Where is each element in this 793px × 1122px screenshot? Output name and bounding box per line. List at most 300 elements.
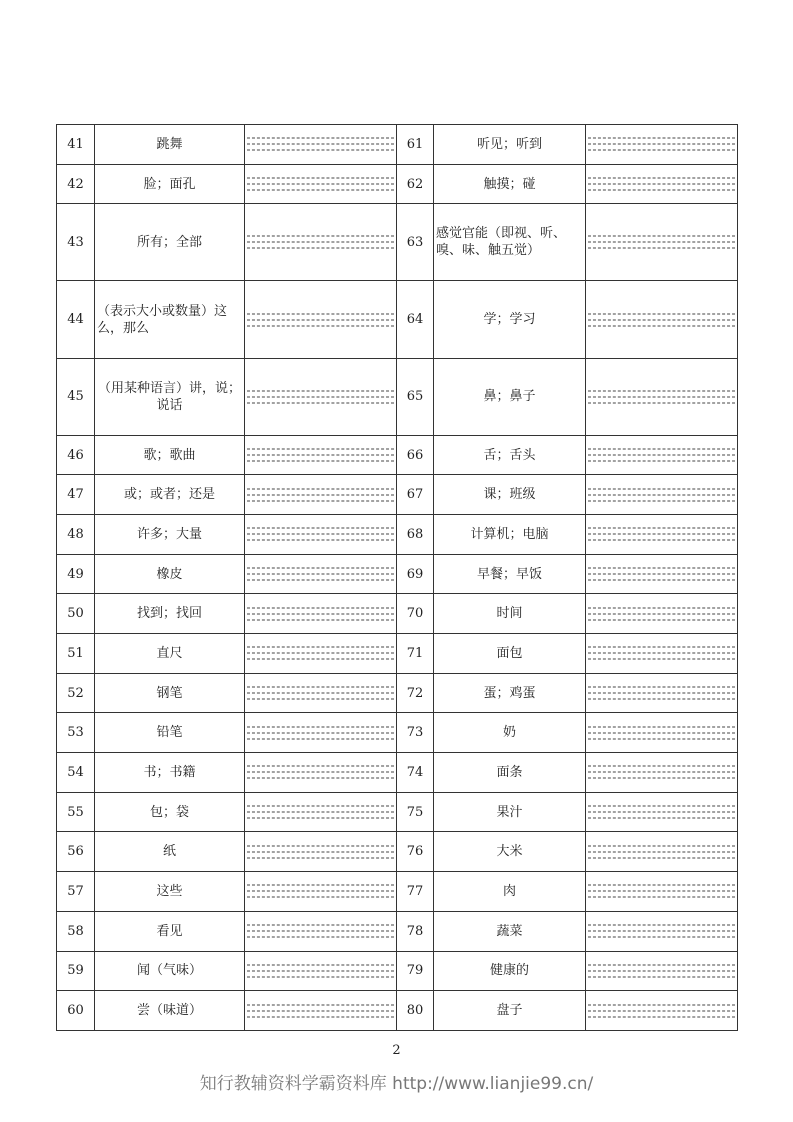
item-number: 49 [57,554,95,594]
answer-cell[interactable] [586,594,738,634]
chinese-meaning: 脸；面孔 [95,164,245,204]
item-number: 52 [57,673,95,713]
answer-cell[interactable] [245,792,397,832]
item-number: 54 [57,753,95,793]
dashed-writing-line [247,607,394,608]
dashed-writing-line [247,488,394,489]
dashed-writing-line [247,242,394,243]
answer-lines [588,682,735,705]
dashed-writing-line [588,574,735,575]
answer-cell[interactable] [245,673,397,713]
chinese-meaning: 找到；找回 [95,594,245,634]
item-number: 66 [397,435,434,475]
dashed-writing-line [247,236,394,237]
dashed-writing-line [588,732,735,733]
dashed-writing-line [588,236,735,237]
dashed-writing-line [247,138,394,139]
table-row [57,125,738,165]
answer-cell[interactable] [245,435,397,475]
dashed-writing-line [247,325,394,326]
dashed-writing-line [247,970,394,971]
dashed-writing-line [247,937,394,938]
chinese-meaning: 橡皮 [95,554,245,594]
item-number: 76 [397,832,434,872]
answer-lines [588,761,735,784]
dashed-writing-line [588,845,735,846]
item-number: 68 [397,515,434,555]
chinese-meaning: 盘子 [434,991,586,1031]
answer-lines [588,231,735,254]
dashed-writing-line [588,738,735,739]
table-row [57,634,738,674]
answer-lines [588,999,735,1022]
table-row [57,204,738,281]
answer-cell[interactable] [586,832,738,872]
answer-cell[interactable] [245,872,397,912]
dashed-writing-line [247,1010,394,1011]
dashed-writing-line [588,319,735,320]
dashed-writing-line [588,242,735,243]
item-number: 41 [57,125,95,165]
dashed-writing-line [588,461,735,462]
dashed-writing-line [247,738,394,739]
dashed-writing-line [247,897,394,898]
chinese-meaning: 学；学习 [434,281,586,358]
dashed-writing-line [588,851,735,852]
chinese-meaning: 这些 [95,872,245,912]
answer-lines [588,563,735,586]
answer-lines [247,231,394,254]
answer-lines [588,173,735,196]
answer-lines [588,840,735,863]
dashed-writing-line [247,687,394,688]
dashed-writing-line [588,1016,735,1017]
answer-lines [247,840,394,863]
dashed-writing-line [247,190,394,191]
item-number: 69 [397,554,434,594]
answer-cell[interactable] [586,475,738,515]
chinese-meaning: 计算机；电脑 [434,515,586,555]
dashed-writing-line [247,461,394,462]
answer-cell[interactable] [245,951,397,991]
vocabulary-table [56,124,738,1031]
dashed-writing-line [588,812,735,813]
dashed-writing-line [588,184,735,185]
answer-cell[interactable] [586,792,738,832]
chinese-meaning: 纸 [95,832,245,872]
answer-lines [247,682,394,705]
dashed-writing-line [588,931,735,932]
item-number: 44 [57,281,95,358]
answer-cell[interactable] [245,991,397,1031]
dashed-writing-line [247,568,394,569]
dashed-writing-line [247,455,394,456]
chinese-meaning: 肉 [434,872,586,912]
answer-cell[interactable] [245,634,397,674]
dashed-writing-line [247,851,394,852]
dashed-writing-line [588,494,735,495]
answer-cell[interactable] [245,554,397,594]
answer-lines [247,721,394,744]
answer-lines [247,642,394,665]
dashed-writing-line [588,325,735,326]
item-number: 64 [397,281,434,358]
answer-cell[interactable] [245,281,397,358]
answer-lines [588,523,735,546]
answer-lines [588,642,735,665]
item-number: 71 [397,634,434,674]
answer-lines [588,801,735,824]
answer-lines [247,483,394,506]
dashed-writing-line [588,138,735,139]
answer-lines [588,483,735,506]
dashed-writing-line [588,190,735,191]
item-number: 56 [57,832,95,872]
chinese-meaning: 蛋；鸡蛋 [434,673,586,713]
dashed-writing-line [247,732,394,733]
dashed-writing-line [247,806,394,807]
dashed-writing-line [247,726,394,727]
chinese-meaning: 闻（气味） [95,951,245,991]
dashed-writing-line [588,607,735,608]
answer-cell[interactable] [586,951,738,991]
item-number: 65 [397,358,434,435]
chinese-meaning: 看见 [95,911,245,951]
answer-lines [588,880,735,903]
table-row [57,832,738,872]
dashed-writing-line [588,693,735,694]
chinese-meaning: 鼻；鼻子 [434,358,586,435]
chinese-meaning: 果汁 [434,792,586,832]
dashed-writing-line [247,500,394,501]
chinese-meaning: 奶 [434,713,586,753]
dashed-writing-line [247,659,394,660]
dashed-writing-line [588,580,735,581]
chinese-meaning: 触摸；碰 [434,164,586,204]
chinese-meaning: 听见；听到 [434,125,586,165]
chinese-meaning: 或；或者；还是 [95,475,245,515]
table-row [57,991,738,1031]
dashed-writing-line [247,184,394,185]
answer-lines [588,959,735,982]
chinese-meaning: 跳舞 [95,125,245,165]
answer-lines [247,133,394,156]
dashed-writing-line [588,699,735,700]
dashed-writing-line [588,150,735,151]
dashed-writing-line [588,619,735,620]
table-row [57,673,738,713]
answer-lines [588,385,735,408]
dashed-writing-line [588,455,735,456]
table-row [57,792,738,832]
dashed-writing-line [588,772,735,773]
answer-cell[interactable] [586,358,738,435]
dashed-writing-line [588,449,735,450]
dashed-writing-line [247,925,394,926]
answer-cell[interactable] [245,515,397,555]
dashed-writing-line [247,390,394,391]
dashed-writing-line [247,647,394,648]
item-number: 46 [57,435,95,475]
answer-cell[interactable] [245,125,397,165]
dashed-writing-line [247,528,394,529]
dashed-writing-line [588,178,735,179]
table-row [57,594,738,634]
item-number: 42 [57,164,95,204]
dashed-writing-line [588,726,735,727]
dashed-writing-line [588,396,735,397]
table-row [57,435,738,475]
dashed-writing-line [247,976,394,977]
item-number: 51 [57,634,95,674]
dashed-writing-line [247,693,394,694]
answer-cell[interactable] [586,164,738,204]
vocabulary-table-body [57,125,738,1031]
dashed-writing-line [247,699,394,700]
table-row [57,475,738,515]
dashed-writing-line [247,812,394,813]
item-number: 53 [57,713,95,753]
dashed-writing-line [588,534,735,535]
chinese-meaning: （用某种语言）讲，说；说话 [95,358,245,435]
answer-cell[interactable] [586,673,738,713]
dashed-writing-line [247,857,394,858]
dashed-writing-line [588,488,735,489]
item-number: 59 [57,951,95,991]
dashed-writing-line [247,619,394,620]
dashed-writing-line [247,613,394,614]
dashed-writing-line [588,313,735,314]
item-number: 57 [57,872,95,912]
answer-cell[interactable] [586,991,738,1031]
item-number: 47 [57,475,95,515]
dashed-writing-line [247,885,394,886]
answer-lines [588,602,735,625]
dashed-writing-line [247,248,394,249]
dashed-writing-line [588,964,735,965]
dashed-writing-line [588,806,735,807]
chinese-meaning: 歌；歌曲 [95,435,245,475]
dashed-writing-line [588,653,735,654]
chinese-meaning: 面条 [434,753,586,793]
dashed-writing-line [588,144,735,145]
answer-lines [588,133,735,156]
item-number: 60 [57,991,95,1031]
page-number: 2 [392,1043,401,1058]
item-number: 55 [57,792,95,832]
answer-cell[interactable] [586,911,738,951]
chinese-meaning: 感觉官能（即视、听、嗅、味、触五觉） [434,204,586,281]
answer-cell[interactable] [245,164,397,204]
chinese-meaning: 直尺 [95,634,245,674]
table-row [57,515,738,555]
answer-cell[interactable] [586,713,738,753]
item-number: 45 [57,358,95,435]
dashed-writing-line [588,647,735,648]
item-number: 72 [397,673,434,713]
answer-lines [247,444,394,467]
answer-cell[interactable] [586,435,738,475]
table-row [57,164,738,204]
chinese-meaning: 许多；大量 [95,515,245,555]
item-number: 70 [397,594,434,634]
answer-cell[interactable] [245,911,397,951]
chinese-meaning: 面包 [434,634,586,674]
dashed-writing-line [588,402,735,403]
table-row [57,753,738,793]
dashed-writing-line [588,1004,735,1005]
dashed-writing-line [247,396,394,397]
table-row [57,911,738,951]
item-number: 58 [57,911,95,951]
dashed-writing-line [247,1016,394,1017]
item-number: 74 [397,753,434,793]
chinese-meaning: 铅笔 [95,713,245,753]
dashed-writing-line [588,970,735,971]
chinese-meaning: 舌；舌头 [434,435,586,475]
chinese-meaning: 钢笔 [95,673,245,713]
dashed-writing-line [247,150,394,151]
answer-lines [247,173,394,196]
chinese-meaning: 蔬菜 [434,911,586,951]
table-row [57,358,738,435]
chinese-meaning: 时间 [434,594,586,634]
item-number: 62 [397,164,434,204]
answer-cell[interactable] [586,281,738,358]
table-row [57,872,738,912]
chinese-meaning: 健康的 [434,951,586,991]
dashed-writing-line [247,580,394,581]
chinese-meaning: 尝（味道） [95,991,245,1031]
answer-cell[interactable] [245,753,397,793]
dashed-writing-line [588,659,735,660]
answer-cell[interactable] [245,204,397,281]
dashed-writing-line [588,248,735,249]
answer-lines [247,563,394,586]
dashed-writing-line [588,885,735,886]
dashed-writing-line [247,1004,394,1005]
answer-lines [247,801,394,824]
item-number: 67 [397,475,434,515]
item-number: 48 [57,515,95,555]
answer-cell[interactable] [586,554,738,594]
chinese-meaning: 书；书籍 [95,753,245,793]
dashed-writing-line [247,931,394,932]
answer-lines [588,308,735,331]
chinese-meaning: 早餐；早饭 [434,554,586,594]
answer-cell[interactable] [245,713,397,753]
table-row [57,281,738,358]
item-number: 63 [397,204,434,281]
dashed-writing-line [247,449,394,450]
answer-lines [247,385,394,408]
answer-cell[interactable] [245,358,397,435]
dashed-writing-line [588,976,735,977]
dashed-writing-line [247,766,394,767]
item-number: 61 [397,125,434,165]
table-row [57,951,738,991]
dashed-writing-line [247,772,394,773]
dashed-writing-line [588,500,735,501]
dashed-writing-line [247,178,394,179]
dashed-writing-line [588,613,735,614]
answer-cell[interactable] [586,204,738,281]
answer-cell[interactable] [245,594,397,634]
answer-lines [247,920,394,943]
answer-lines [247,602,394,625]
dashed-writing-line [588,937,735,938]
answer-cell[interactable] [586,125,738,165]
dashed-writing-line [588,540,735,541]
dashed-writing-line [247,778,394,779]
dashed-writing-line [247,402,394,403]
table-row [57,554,738,594]
answer-cell[interactable] [586,515,738,555]
dashed-writing-line [588,818,735,819]
dashed-writing-line [588,390,735,391]
dashed-writing-line [247,540,394,541]
table-row [57,713,738,753]
dashed-writing-line [588,925,735,926]
answer-cell[interactable] [586,634,738,674]
answer-lines [247,523,394,546]
dashed-writing-line [247,818,394,819]
item-number: 79 [397,951,434,991]
answer-lines [247,761,394,784]
answer-cell[interactable] [586,753,738,793]
chinese-meaning: 课；班级 [434,475,586,515]
answer-cell[interactable] [245,475,397,515]
dashed-writing-line [588,857,735,858]
dashed-writing-line [247,845,394,846]
dashed-writing-line [247,891,394,892]
answer-lines [588,444,735,467]
dashed-writing-line [588,891,735,892]
chinese-meaning: （表示大小或数量）这么，那么 [95,281,245,358]
answer-lines [588,920,735,943]
dashed-writing-line [247,313,394,314]
dashed-writing-line [588,897,735,898]
item-number: 75 [397,792,434,832]
answer-lines [588,721,735,744]
item-number: 77 [397,872,434,912]
chinese-meaning: 包；袋 [95,792,245,832]
dashed-writing-line [247,319,394,320]
answer-cell[interactable] [245,832,397,872]
chinese-meaning: 所有；全部 [95,204,245,281]
answer-lines [247,999,394,1022]
footer-watermark: 知行教辅资料学霸资料库 http://www.lianjie99.cn/ [199,1074,594,1094]
answer-lines [247,959,394,982]
answer-cell[interactable] [586,872,738,912]
dashed-writing-line [588,778,735,779]
dashed-writing-line [588,1010,735,1011]
item-number: 43 [57,204,95,281]
item-number: 78 [397,911,434,951]
item-number: 73 [397,713,434,753]
chinese-meaning: 大米 [434,832,586,872]
dashed-writing-line [588,528,735,529]
dashed-writing-line [247,494,394,495]
dashed-writing-line [247,144,394,145]
dashed-writing-line [247,653,394,654]
item-number: 80 [397,991,434,1031]
answer-lines [247,308,394,331]
item-number: 50 [57,594,95,634]
dashed-writing-line [247,964,394,965]
dashed-writing-line [588,766,735,767]
dashed-writing-line [247,534,394,535]
